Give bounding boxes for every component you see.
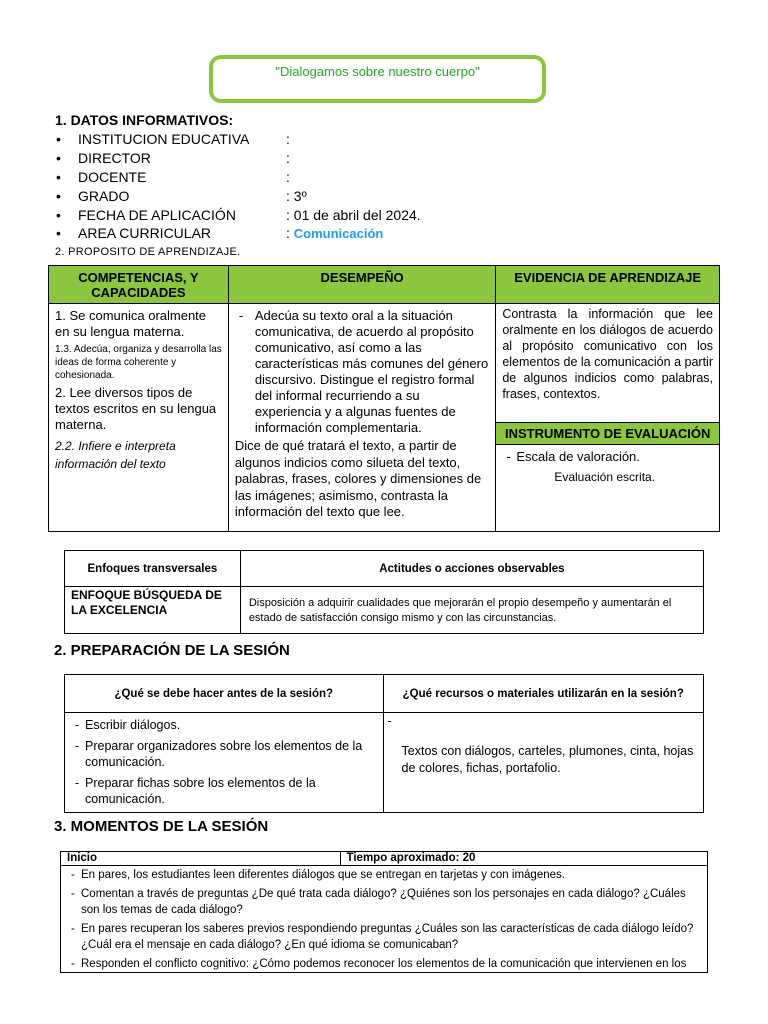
preparacion-table [64,674,704,813]
area-value: Comunicación [293,226,384,241]
antes-cell [65,713,384,813]
list-item: - En pares, los estudiantes leen diferentes diálogos que se entregan en tarjetas y con imágenes. [67,867,701,883]
list-item: - Preparar organizadores sobre los elementos de la comunicación. [71,738,377,770]
evidencia-cell [496,304,720,423]
info-label: FECHA DE APLICACIÓN [78,207,236,223]
list-item: - Comentan a través de preguntas ¿De qué trata cada diálogo? ¿Quiénes son los personajes en cada diálogo? ¿Cuáles son los temas de cada diálogo? [67,886,701,918]
bullet: • [56,131,61,147]
competencias-cell [49,304,229,532]
enfoques-table [64,550,704,634]
header-desempeno [228,266,496,304]
instrumento-2: Evaluación escrita. [554,470,656,484]
recursos-text: - Textos con diálogos, carteles, plumones, cinta, hojas de colores, fichas, portafolio. [384,713,703,777]
instrumento-cell [496,445,720,532]
list-item: - En pares recuperan los saberes previos respondiendo preguntas ¿Cuáles son las características de cada diálogo leído? ¿Cuál era el mensaje en cada diálogo? ¿En qué idioma se comunicaban? [67,921,701,953]
info-label: DIRECTOR [78,150,151,166]
header-evidencia [496,266,720,304]
capacidad-1: 1.3. Adecúa, organiza y desarrolla las ideas de forma coherente y cohesionada. [55,344,222,381]
inicio-label: Inicio [61,852,341,866]
recursos-cell [383,713,703,813]
proposito-heading: 2. PROPOSITO DE APRENDIZAJE. [55,246,241,258]
recursos-header: ¿Qué recursos o materiales utilizarán en la sesión? [383,675,703,713]
list-item: - Preparar fichas sobre los elementos de la comunicación. [71,775,377,807]
info-label: AREA CURRICULAR [78,225,212,241]
list-item: - Escribir diálogos. [71,717,377,733]
title-frame [209,55,546,103]
instrumento-1: - Escala de valoración. [502,449,713,465]
info-value: : [286,150,290,166]
info-value: : 3º [286,188,307,204]
enfoque-text-cell [240,587,703,634]
document-title: "Dialogamos sobre nuestro cuerpo" [275,64,480,79]
bullet: • [56,225,61,241]
info-value: : [286,169,290,185]
momentos-table [60,851,708,973]
capacidad-2: 2.2. Infiere e interpreta información del texto [55,439,176,471]
list-item: - Responden el conflicto cognitivo: ¿Cómo podemos reconocer los elementos de la comunicación que intervienen en los [67,956,701,972]
competencias-table [48,265,720,532]
header-label: EVIDENCIA DE APRENDIZAJE [514,270,702,285]
actitudes-header: Actitudes o acciones observables [240,551,703,587]
evidencia-text: Contrasta la información que lee oralmente en los diálogos de acuerdo al propósito comunicativo con los elementos de la comunicación a partir de algunos indicios como palabras, frases, contextos. [502,307,713,401]
instrumento-header [496,423,720,445]
bullet: • [56,188,61,204]
info-value [286,224,383,243]
desempeno-2: Dice de qué tratará el texto, a partir de algunos indicios como silueta del texto, palabras, frases, colores y dimensiones de las imágenes; asimismo, contrasta la información del texto que lee. [234,438,482,519]
header-label: COMPETENCIAS, Y CAPACIDADES [78,270,199,300]
competencia-2: 2. Lee diversos tipos de textos escritos en su lengua materna. [55,385,217,432]
bullet: • [56,169,61,185]
enfoque-name: ENFOQUE BÚSQUEDA DE LA EXCELENCIA [71,588,222,617]
competencia-1: 1. Se comunica oralmente en su lengua materna. [55,308,207,339]
enfoque-text: Disposición a adquirir cualidades que mejorarán el propio desempeño y aumentarán el estado de satisfacción consigo mismo y con las circunstancias. [248,597,672,624]
header-competencias [49,266,229,304]
info-value: : [286,131,290,147]
momentos-heading: 3. MOMENTOS DE LA SESIÓN [54,818,269,835]
info-label: DOCENTE [78,169,147,185]
desempeno-cell [228,304,496,532]
info-label: INSTITUCION EDUCATIVA [78,131,250,147]
preparacion-heading: 2. PREPARACIÓN DE LA SESIÓN [54,642,290,659]
datos-heading: 1. DATOS INFORMATIVOS: [55,112,234,128]
header-label: INSTRUMENTO DE EVALUACIÓN [504,426,711,441]
bullet: • [56,150,61,166]
antes-header: ¿Qué se debe hacer antes de la sesión? [65,675,384,713]
tiempo-label: Tiempo aproximado: 20 [340,852,707,866]
inicio-content-cell [61,866,708,973]
desempeno-1: - Adecúa su texto oral a la situación comunicativa, de acuerdo al propósito comunicativo, así como a las características más comunes del género discursivo. Distingue el registro formal del informal recurriendo a su experiencia y a algunas fuentes de información complementaria. [235,308,490,436]
enfoque-name-cell [65,587,241,634]
bullet: • [56,207,61,223]
enfoques-header: Enfoques transversales [65,551,241,587]
header-label: DESEMPEÑO [320,270,404,285]
info-label: GRADO [78,188,130,204]
info-value-prefix: : [286,225,290,241]
info-value: : 01 de abril del 2024. [286,207,421,223]
